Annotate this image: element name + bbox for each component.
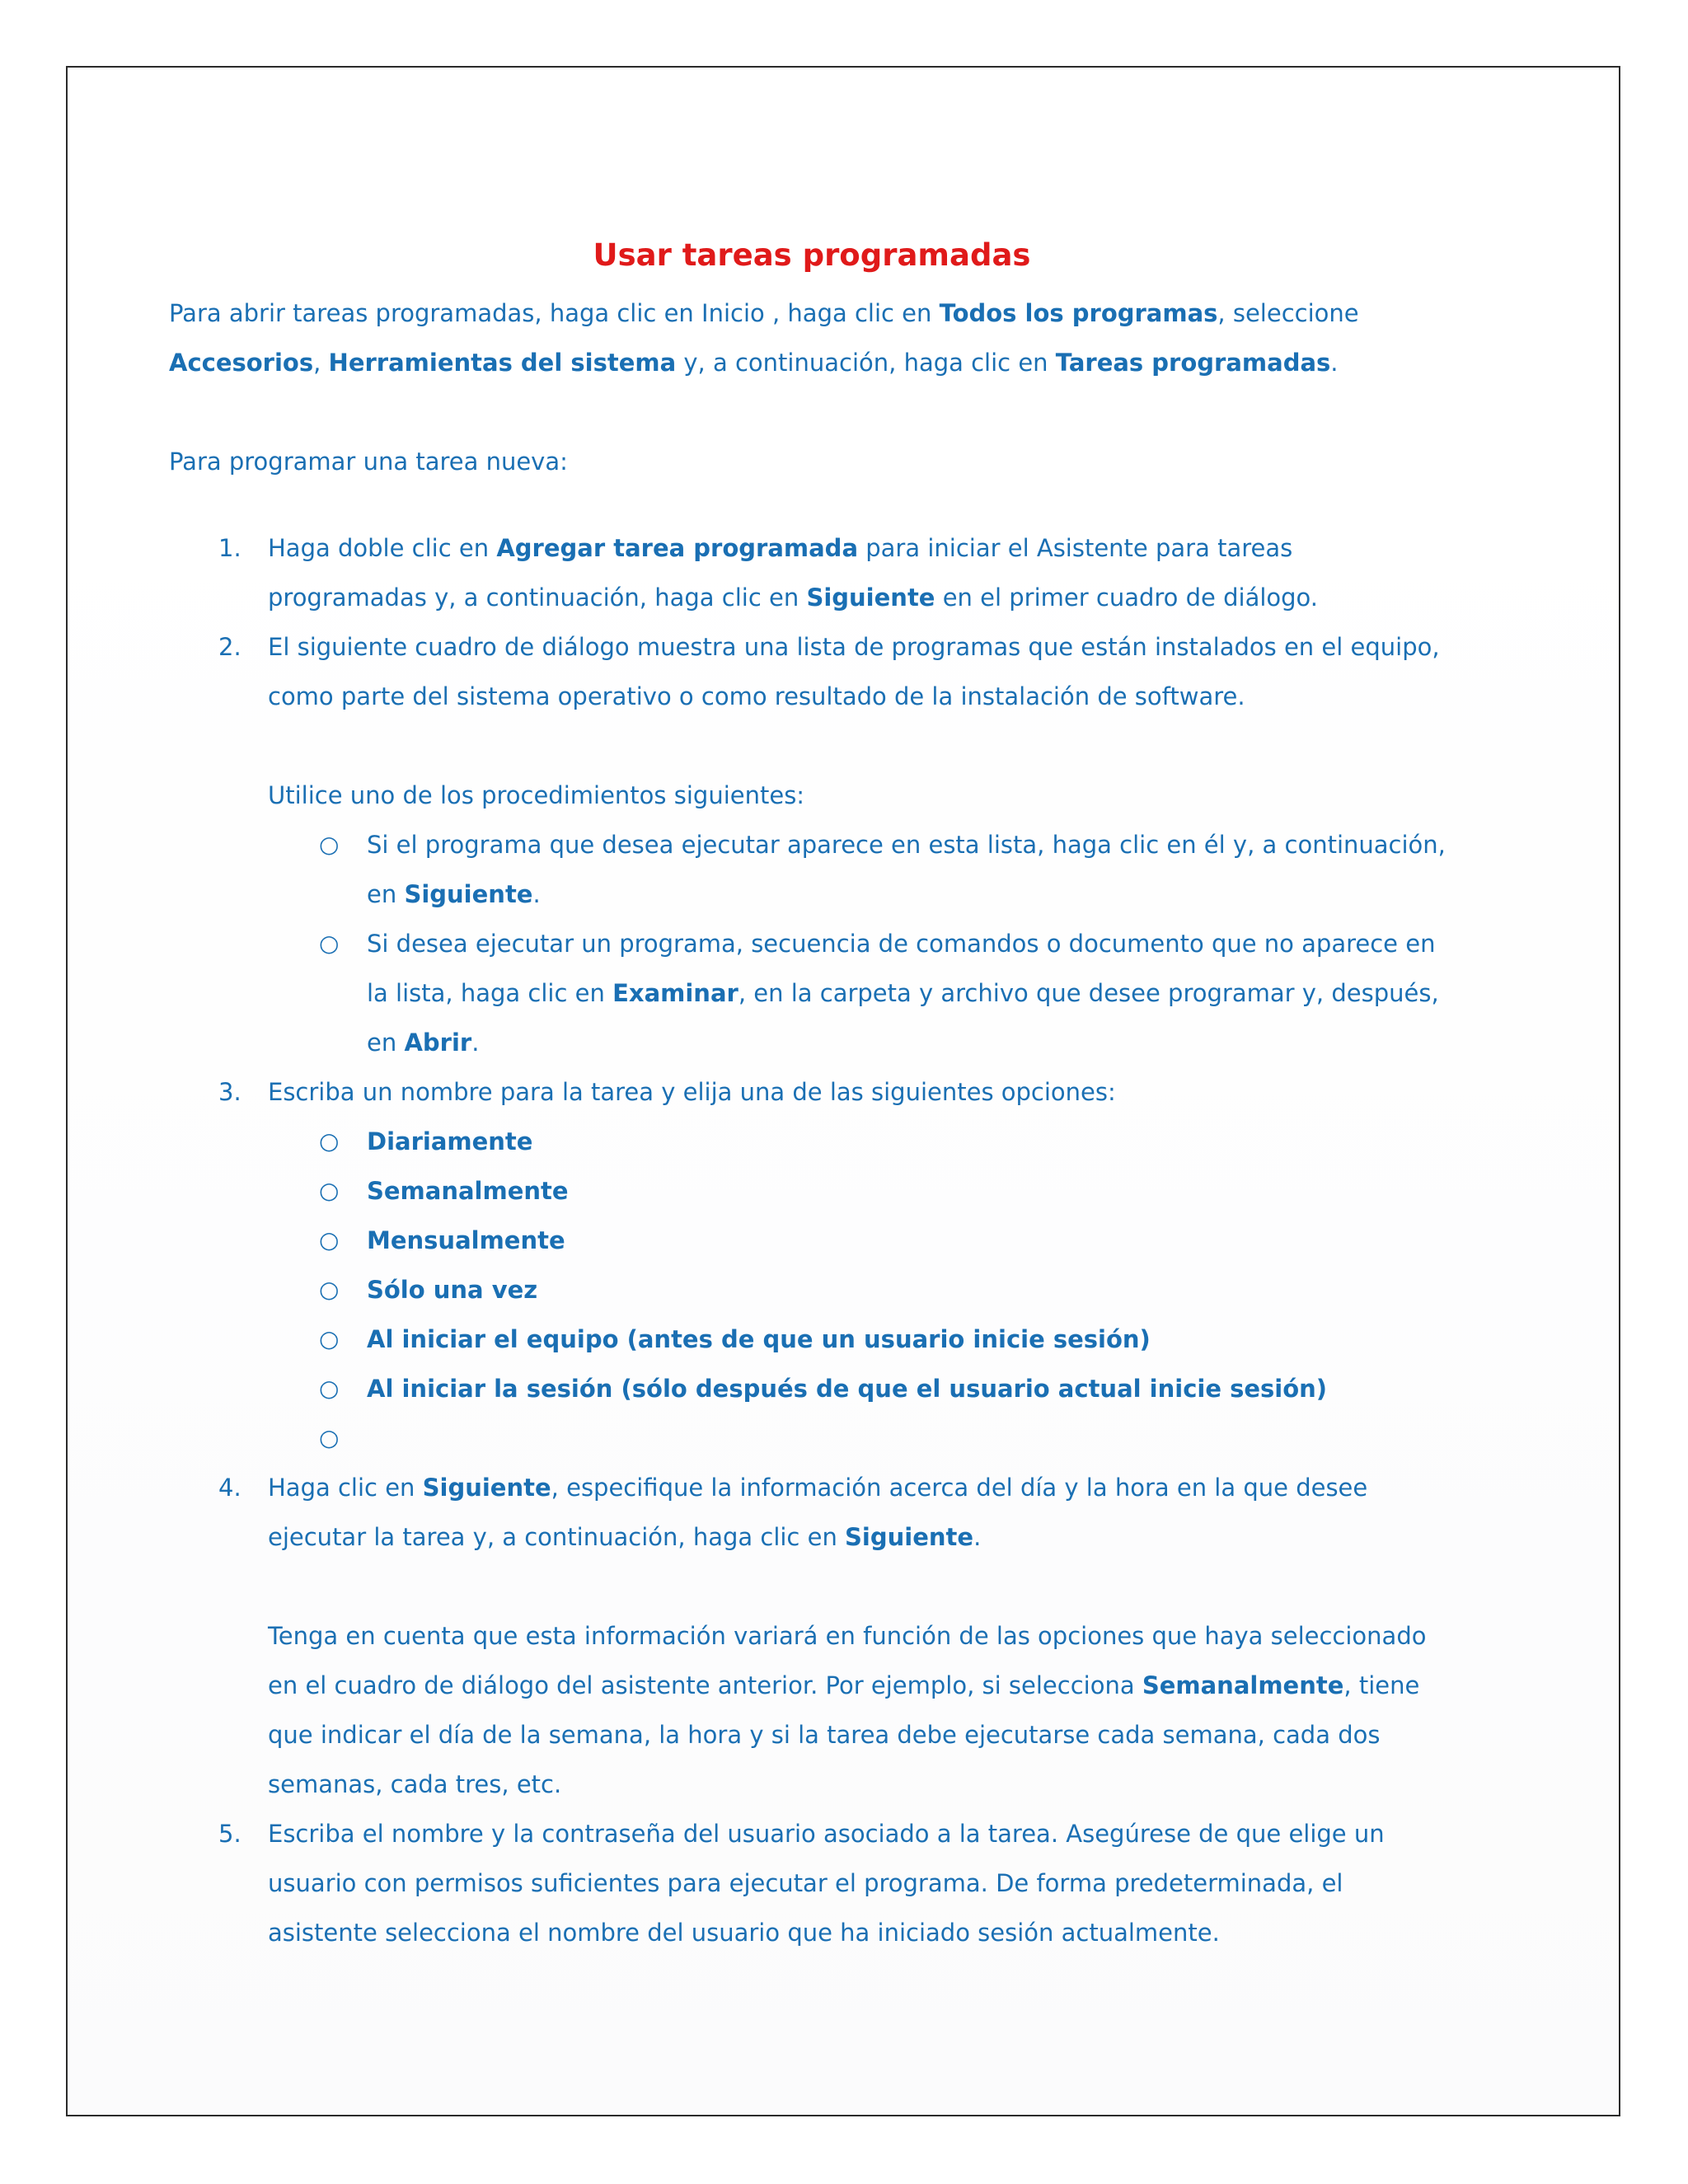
option-label: Sólo una vez [367,1276,538,1304]
step-text: , especifique la información acerca del día y la hora en la que desee ejecutar la tarea y, a continuación, haga clic en [268,1474,1368,1551]
step-bold: Siguiente [422,1474,551,1502]
step-number: 1. [218,534,241,562]
bullet-icon: ○ [319,1276,340,1303]
sub-text: Si el programa que desea ejecutar aparece en esta lista, haga clic en él y, a continuación, en [367,831,1446,908]
intro-text: . [1330,349,1339,377]
sub-bold: Abrir [404,1029,472,1057]
option-label: Semanalmente [367,1177,569,1205]
step-text: El siguiente cuadro de diálogo muestra una lista de programas que están instalados en el equipo, como parte del sistema operativo o como resultado de la instalación de software. [268,633,1440,710]
intro-bold-accessories: Accesorios [169,349,314,377]
step-bold: Agregar tarea programada [496,534,859,562]
bullet-icon: ○ [319,831,340,858]
bullet-icon: ○ [319,930,340,957]
bullet-icon: ○ [319,1424,340,1451]
option-label: Al iniciar el equipo (antes de que un usuario inicie sesión) [367,1325,1151,1353]
step-2 [169,622,1455,721]
step-number: 5. [218,1820,241,1848]
step-3 [169,1067,1455,1117]
spacer [169,721,1455,771]
step-text: Escriba un nombre para la tarea y elija una de las siguientes opciones: [268,1078,1116,1106]
note-text: Tenga en cuenta que esta información variará en función de las opciones que haya seleccionado en el cuadro de diálogo del asistente anterior. Por ejemplo, si selecciona [268,1622,1427,1699]
step-text: Escriba el nombre y la contraseña del usuario asociado a la tarea. Asegúrese de que elige un usuario con permisos suficientes para ejecutar el programa. De forma predeterminada, el asistente selecciona el nombre del usuario que ha iniciado sesión actualmente. [268,1820,1385,1947]
sub-bold: Siguiente [404,880,533,908]
option-item-empty [169,1413,1455,1463]
option-item [169,1265,1455,1315]
spacer [169,1562,1455,1611]
option-label: Diariamente [367,1127,533,1155]
step-5 [169,1809,1455,1957]
step-4-note [169,1611,1455,1809]
intro-bold-scheduled-tasks: Tareas programadas [1055,349,1331,377]
step-bold: Siguiente [845,1523,974,1551]
step-1 [169,523,1455,622]
intro-text: , seleccione [1217,299,1359,327]
step-2-sub-2 [169,919,1455,1067]
step-2-note: Utilice uno de los procedimientos siguientes: [268,781,805,809]
document-body [169,231,1455,1957]
intro-bold-all-programs: Todos los programas [939,299,1218,327]
step-bold: Siguiente [806,583,935,612]
step-number: 4. [218,1474,241,1502]
step-number: 2. [218,633,241,661]
step-number: 3. [218,1078,241,1106]
option-item [169,1216,1455,1265]
intro-text: y, a continuación, haga clic en [676,349,1056,377]
step-text: Haga clic en [268,1474,423,1502]
option-item [169,1315,1455,1364]
intro-text: Para abrir tareas programadas, haga clic en Inicio , haga clic en [169,299,940,327]
sub-text: . [532,880,541,908]
intro-paragraph [169,288,1455,387]
sub-text: Si desea ejecutar un programa, secuencia de comandos o documento que no aparece en la lista, haga clic en [367,930,1436,1007]
option-label: Al iniciar la sesión (sólo después de que el usuario actual inicie sesión) [367,1375,1328,1403]
bullet-icon: ○ [319,1226,340,1254]
option-item [169,1166,1455,1216]
option-item [169,1364,1455,1413]
spacer [169,387,1455,437]
bullet-icon: ○ [319,1177,340,1204]
bullet-icon: ○ [319,1375,340,1402]
sub-bold: Examinar [612,979,738,1007]
sub-text: , en la carpeta y archivo que desee programar y, después, en [367,979,1439,1057]
bullet-icon: ○ [319,1325,340,1352]
bullet-icon: ○ [319,1127,340,1155]
step-2-sub-1 [169,820,1455,919]
option-item [169,1117,1455,1166]
step-text: para iniciar el Asistente para tareas programadas y, a continuación, haga clic en [268,534,1293,612]
note-text: , tiene que indicar el día de la semana, la hora y si la tarea debe ejecutarse cada semana, cada dos semanas, cada tres, etc. [268,1671,1420,1798]
intro-text: , [313,349,329,377]
step-text: Haga doble clic en [268,534,497,562]
spacer [169,486,1455,523]
note-bold: Semanalmente [1142,1671,1344,1699]
lead-paragraph: Para programar una tarea nueva: [169,448,568,476]
step-4 [169,1463,1455,1562]
sub-text: . [471,1029,480,1057]
option-label: Mensualmente [367,1226,565,1254]
step-text: en el primer cuadro de diálogo. [935,583,1318,612]
intro-bold-system-tools: Herramientas del sistema [328,349,677,377]
step-text: . [973,1523,982,1551]
document-title: Usar tareas programadas [593,237,1031,273]
